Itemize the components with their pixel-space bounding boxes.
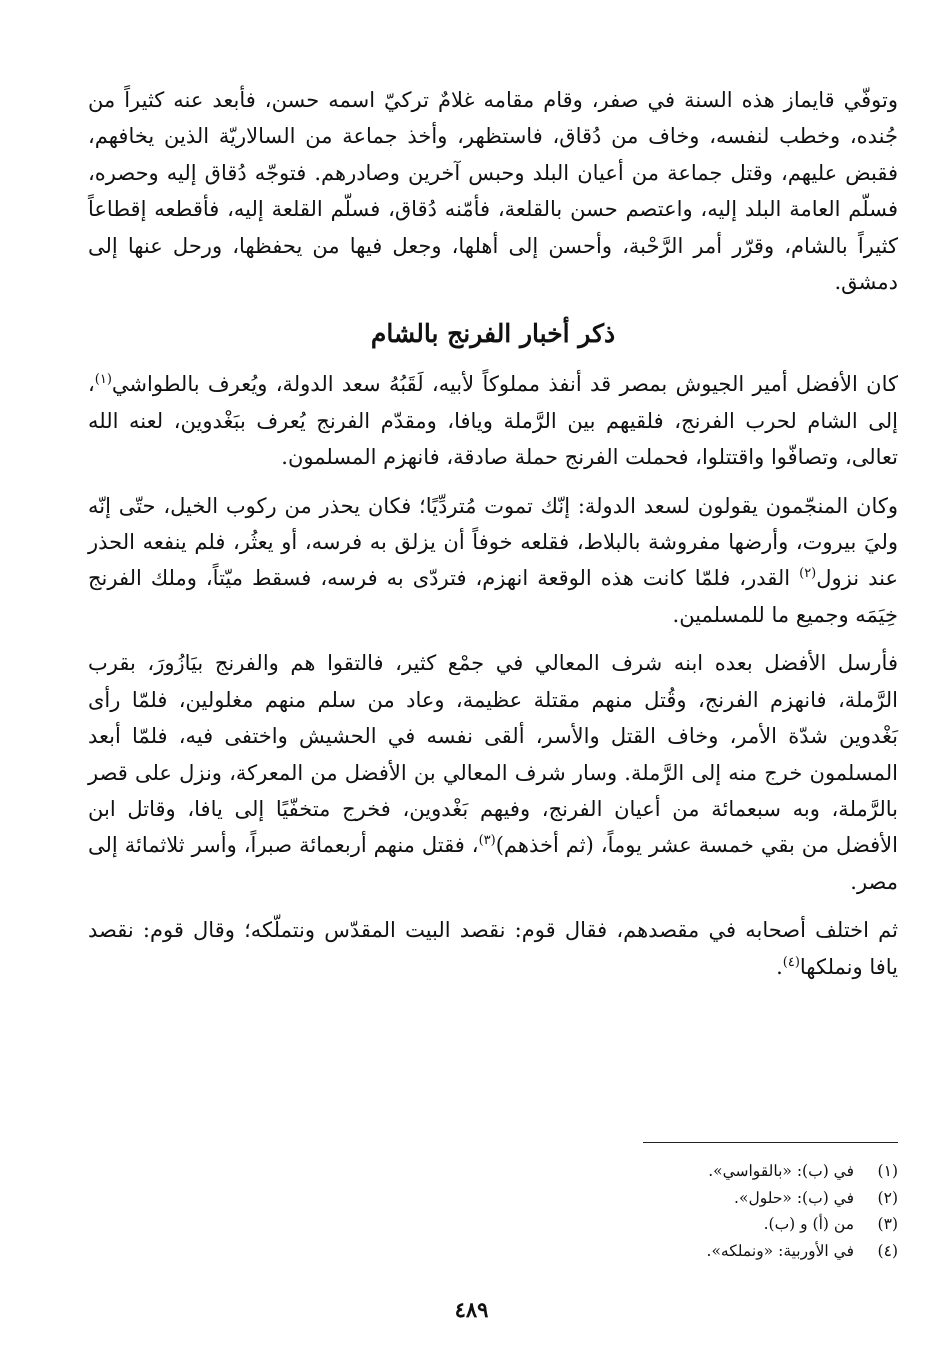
- footnote-number: (١): [877, 1162, 898, 1180]
- footnote-number: (٢): [877, 1188, 898, 1207]
- paragraph-qaymaz: وتوفّي قايماز هذه السنة في صفر، وقام مقامه غلامٌ تركيّ اسمه حسن، فأبعد عنه كثيراً من جُنده، وخطب لنفسه، وخاف من دُقاق، فاستظهر، وأخذ جماعة من السالاريّة الذين يخافهم، فقبض عليهم، وقتل جماعة من أعيان البلد وحبس آخرين وصادرهم. فتوجّه دُقاق إليه وحصره، فسلّم العامة البلد إليه، واعتصم حسن بالقلعة، فأمّنه دُقاق، فسلّم القلعة إليه، فأقطعه إقطاعاً كثيراً بالشام، وقرّر أمر الرَّحْبة، وأحسن إلى أهلها، وجعل فيها من يحفظها، ورحل عنها إلى دمشق.: [88, 88, 898, 295]
- footnote-text: في (ب): «بالقواسي».: [708, 1162, 854, 1180]
- footnote-item: [398, 1158, 898, 1185]
- footnotes: [398, 1158, 898, 1264]
- footnote-item: [398, 1211, 898, 1238]
- footnote-item: [398, 1238, 898, 1265]
- paragraph-text: القدر، فلمّا كانت هذه الوقعة انهزم، فتردّى به فرسه، فسقط ميّتاً، وملك الفرنج خِيَمَه وجميع ما للمسلمين.: [88, 566, 898, 627]
- footnote-ref-4: (٤): [782, 954, 800, 970]
- footnote-ref-2: (٢): [799, 566, 817, 582]
- page-number: ٤٨٩: [454, 1297, 489, 1322]
- footnote-divider: [643, 1142, 898, 1143]
- footnote-ref-3: (٣): [478, 833, 496, 849]
- footnote-number: (٤): [877, 1241, 898, 1260]
- footnote-number: (٣): [877, 1215, 898, 1233]
- footnote-ref-1: (١): [94, 372, 112, 388]
- page-body: [88, 82, 898, 985]
- paragraph-text: فأرسل الأفضل بعده ابنه شرف المعالي في جمْع كثير، فالتقوا هم والفرنج بيَازُورَ، بقرب الرَّملة، فانهزم الفرنج، وقُتل منهم مقتلة عظيمة، وعاد من سلم منهم مغلولين، فلمّا رأى بَغْدوين شدّة الأمر، وخاف القتل والأسر، ألقى نفسه في الحشيش واختفى فيه، فلمّا أبعد المسلمون خرج منه إلى الرَّملة. وسار شرف المعالي بن الأفضل من المعركة، ونزل على قصر بالرَّملة، وبه سبعمائة من أعيان الفرنج، وفيهم بَغْدوين، فخرج متخفّيًا إلى يافا، وقاتل ابن الأفضل من بقي خمسة عشر يوماً، (ثم أخذهم): [88, 651, 898, 858]
- footnote-text: في (ب): «حلول».: [734, 1188, 854, 1207]
- footnote-item: [398, 1185, 898, 1212]
- paragraph-afdal: [88, 366, 898, 475]
- paragraph-text: ، فقتل منهم أربعمائة صبراً، وأسر ثلاثمائة إلى مصر.: [88, 833, 898, 894]
- paragraph-sharaf-al-maali: [88, 645, 898, 900]
- footnote-text: في الأوربية: «ونملكه».: [706, 1241, 854, 1260]
- paragraph-text: كان الأفضل أمير الجيوش بمصر قد أنفذ مملوكاً لأبيه، لَقَبُهُ سعد الدولة، ويُعرف بالطواشي: [111, 372, 898, 397]
- paragraph-text: ثم اختلف أصحابه في مقصدهم، فقال قوم: نقصد البيت المقدّس ونتملّكه؛ وقال قوم: نقصد يافا ونملكها: [88, 918, 898, 979]
- section-heading: ذكر أخبار الفرنج بالشام: [370, 319, 616, 349]
- paragraph-text: .: [776, 954, 783, 979]
- paragraph-astrologers: [88, 488, 898, 634]
- footnote-text: من (أ) و (ب).: [763, 1215, 854, 1233]
- paragraph-text: وكان المنجّمون يقولون لسعد الدولة: إنّك تموت مُتردِّيًا؛ فكان يحذر من ركوب الخيل، حتّى إنّه وليَ بيروت، وأرضها مفروشة بالبلاط، فقلعه خوفاً أن يزلق به فرسه، أو يعثُر، فلم ينفعه الحذر عند نزول: [88, 493, 898, 591]
- paragraph-text: ، إلى الشام لحرب الفرنج، فلقيهم بين الرَّملة ويافا، ومقدّم الفرنج يُعرف ببَغْدوين، لعنه الله تعالى، وتصافّوا واقتتلوا، فحملت الفرنج حملة صادقة، فانهزم المسلمون.: [88, 372, 898, 470]
- paragraph-companions: [88, 912, 898, 985]
